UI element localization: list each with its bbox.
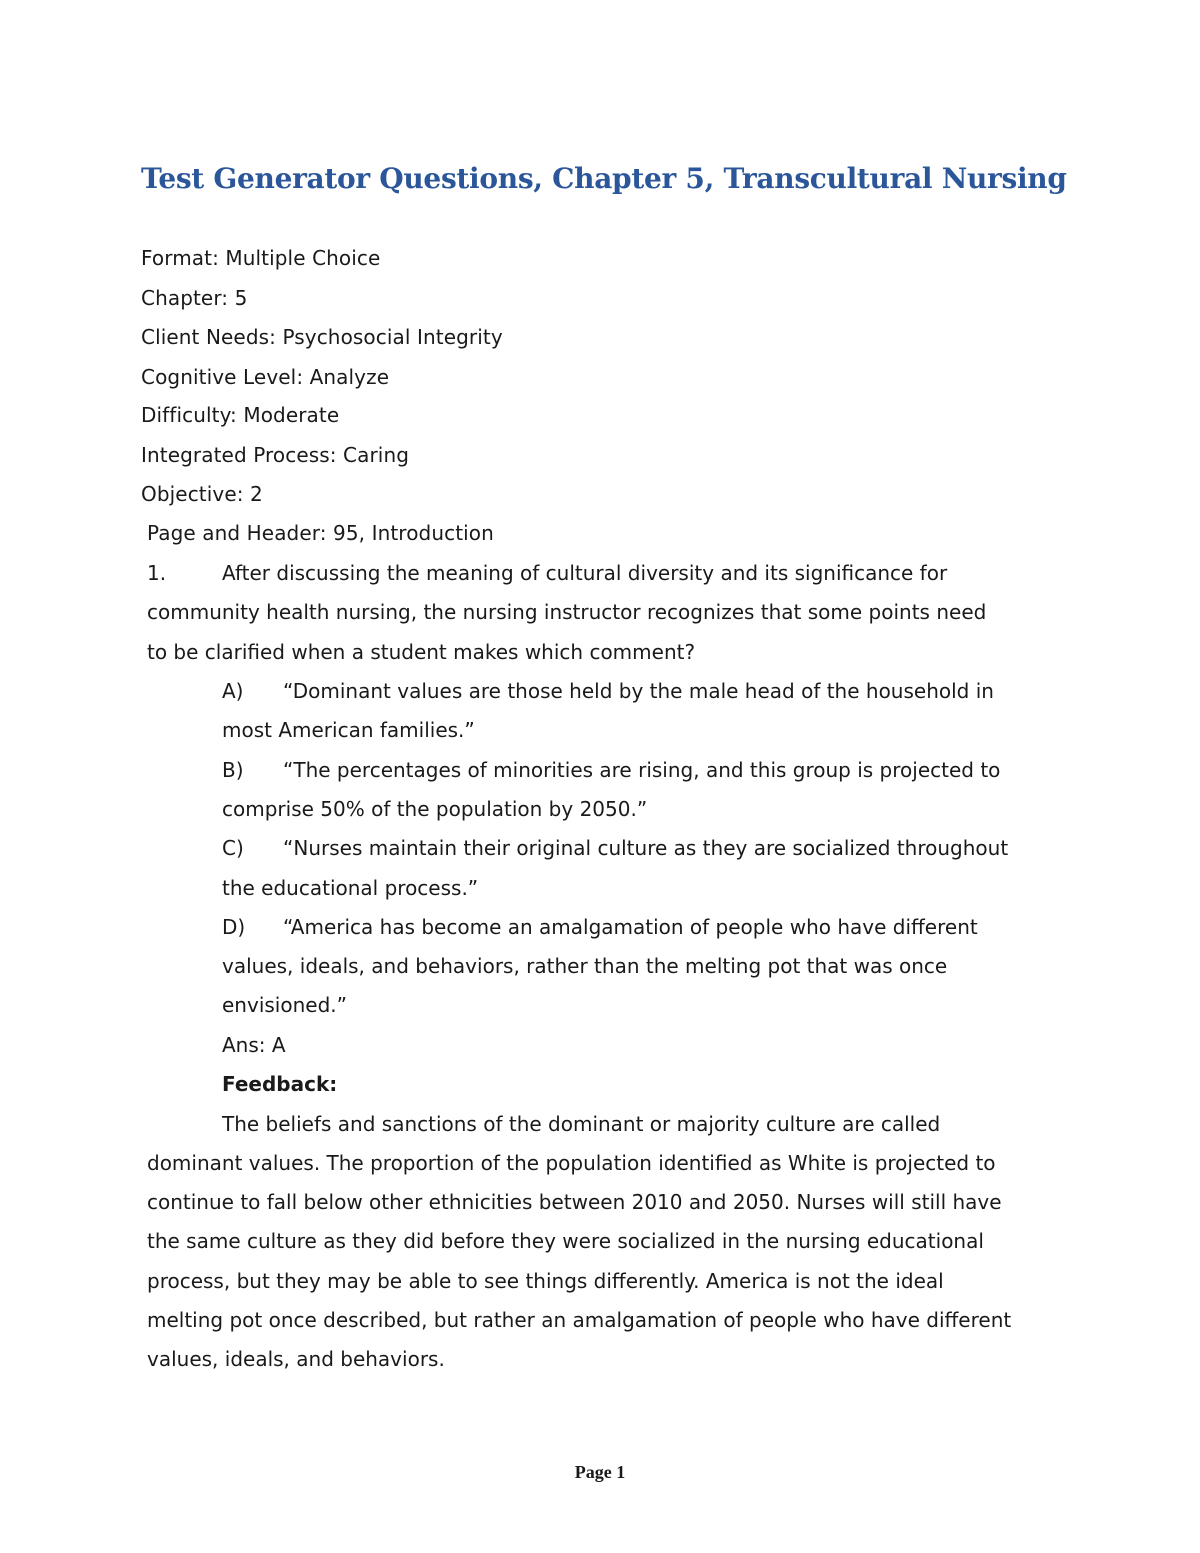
meta-client-needs: Client Needs: Psychosocial Integrity	[141, 325, 503, 349]
meta-chapter: Chapter: 5	[141, 286, 248, 310]
meta-page-header: Page and Header: 95, Introduction	[147, 521, 494, 545]
option-d-letter: D)	[222, 915, 246, 939]
page-title: Test Generator Questions, Chapter 5, Transcultural Nursing	[141, 162, 1067, 195]
feedback-line: The beliefs and sanctions of the dominant or majority culture are called	[222, 1112, 941, 1136]
option-d-text: values, ideals, and behaviors, rather than the melting pot that was once	[222, 954, 948, 978]
feedback-line: dominant values. The proportion of the population identified as White is projected to	[147, 1151, 996, 1175]
meta-format: Format: Multiple Choice	[141, 246, 381, 270]
meta-integrated-process: Integrated Process: Caring	[141, 443, 410, 467]
meta-difficulty: Difficulty: Moderate	[141, 403, 340, 427]
feedback-label: Feedback:	[222, 1072, 338, 1096]
option-c-letter: C)	[222, 836, 244, 860]
answer-line: Ans: A	[222, 1033, 286, 1057]
option-a-text: most American families.”	[222, 718, 475, 742]
page-number: Page 1	[574, 1462, 626, 1482]
option-a-text: “Dominant values are those held by the male head of the household in	[283, 679, 994, 703]
option-b-text: comprise 50% of the population by 2050.”	[222, 797, 648, 821]
question-number: 1.	[147, 561, 167, 585]
meta-objective: Objective: 2	[141, 482, 263, 506]
question-stem-line: community health nursing, the nursing instructor recognizes that some points need	[147, 600, 987, 624]
question-stem-line: to be clarified when a student makes which comment?	[147, 640, 696, 664]
option-c-text: the educational process.”	[222, 876, 479, 900]
feedback-line: melting pot once described, but rather an amalgamation of people who have different	[147, 1308, 1012, 1332]
option-b-letter: B)	[222, 758, 244, 782]
option-d-text: envisioned.”	[222, 993, 347, 1017]
feedback-line: process, but they may be able to see things differently. America is not the ideal	[147, 1269, 944, 1293]
feedback-line: the same culture as they did before they were socialized in the nursing educational	[147, 1229, 984, 1253]
option-c-text: “Nurses maintain their original culture as they are socialized throughout	[283, 836, 1009, 860]
feedback-line: continue to fall below other ethnicities between 2010 and 2050. Nurses will still have	[147, 1190, 1002, 1214]
option-d-text: “America has become an amalgamation of people who have different	[283, 915, 978, 939]
meta-cognitive-level: Cognitive Level: Analyze	[141, 365, 390, 389]
feedback-line: values, ideals, and behaviors.	[147, 1347, 445, 1371]
option-a-letter: A)	[222, 679, 244, 703]
question-stem-line: After discussing the meaning of cultural diversity and its significance for	[222, 561, 948, 585]
option-b-text: “The percentages of minorities are rising, and this group is projected to	[283, 758, 1001, 782]
